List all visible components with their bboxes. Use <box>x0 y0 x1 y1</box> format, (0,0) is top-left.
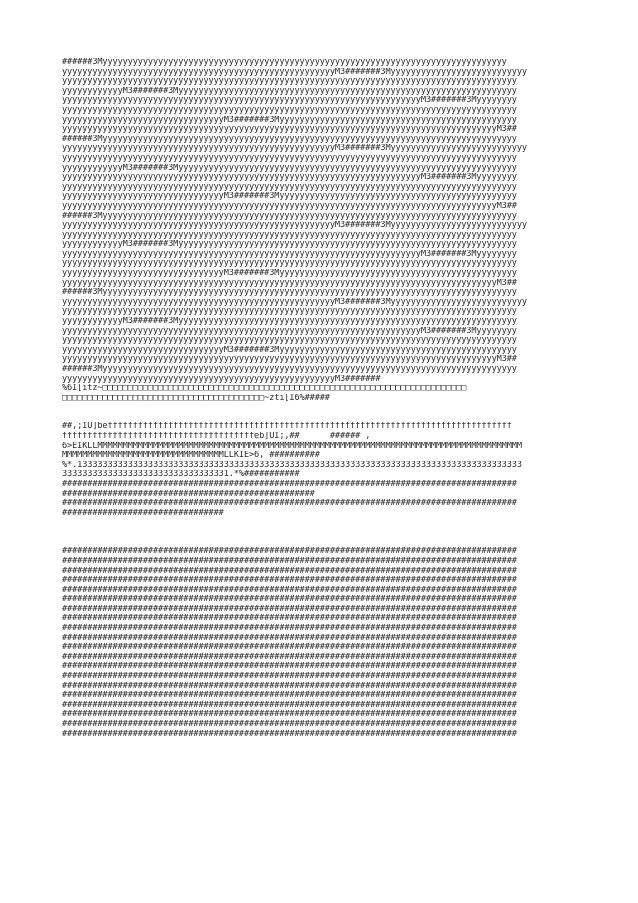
text-line: yyyyyyyyyyyyM3#######3Myyyyyyyyyyyyyyyyyyyyyyyyyyyyyyyyyyyyyyyyyyyyyyyyyyyyyyyyyyyyyyyyyyy <box>62 163 517 173</box>
text-line: ########################################################################################## <box>62 499 517 509</box>
text-line: ########################################################################################## <box>62 720 517 729</box>
text-line: ffffffffffffffffffffffffffffffffffffffeb]UI;,## ###### , <box>62 431 371 441</box>
text-line: yyyyyyyyyyyyyyyyyyyyyyyyyyyyyyyyyyyyyyyyyyyyyyyyyyyyyyM3#######3Myyyyyyyyyyyyyyyyyyyyyyyyyyy <box>62 144 527 154</box>
text-line: %6I[itz~□□□□□□□□□□□□□□□□□□□□□□□□□□□□□□□□□□□□□□□□□□□□□□□□□□□□□□□□□□□□□□□□□□□□□□□□ <box>62 384 467 394</box>
ascii-text-page <box>62 58 582 739</box>
text-line: ########################################################################################## <box>62 614 517 624</box>
text-line: yyyyyyyyyyyyyyyyyyyyyyyyyyyyyyyyyyyyyyyyyyyyyyyyyyyyyyyyyyyyyyyyyyyyyyyM3#######3Myyyyyyyy <box>62 173 517 183</box>
text-line: ########################################################################################## <box>62 479 517 489</box>
text-line: yyyyyyyyyyyyyyyyyyyyyyyyyyyyyyyyyyyyyyyyyyyyyyyyyyyyyyyyyyyyyyyyyyyyyyyyyyyyyyyyyyyyyyM3## <box>62 278 517 288</box>
text-line: ########################################################################################## <box>62 662 517 672</box>
text-line: ######3Myyyyyyyyyyyyyyyyyyyyyyyyyyyyyyyyyyyyyyyyyyyyyyyyyyyyyyyyyyyyyyyyyyyyyyyyyyyyyyyyyy <box>62 365 517 374</box>
text-line: ########################################################################################## <box>62 585 517 595</box>
text-line: yyyyyyyyyyyyyyyyyyyyyyyyyyyyyyyyyyyyyyyyyyyyyyyyyyyyyyM3#######3Myyyyyyyyyyyyyyyyyyyyyyyyyyy <box>62 297 527 307</box>
text-line: ########################################################################################## <box>62 547 517 557</box>
text-line: ########################################################################################## <box>62 652 517 662</box>
ascii-block-middle <box>62 422 582 518</box>
text-line: ########################################################################################## <box>62 643 517 653</box>
text-line: ########################################################################################## <box>62 595 517 605</box>
text-line: ########################################################################################## <box>62 691 517 701</box>
text-line: yyyyyyyyyyyyyyyyyyyyyyyyyyyyyyyyyyyyyyyyyyyyyyyyyyyyyyyyyyyyyyyyyyyyyyyyyyyyyyyyyyyyyyyyyy <box>62 182 517 192</box>
text-line: yyyyyyyyyyyyyyyyyyyyyyyyyyyyyyyyM3#######3Myyyyyyyyyyyyyyyyyyyyyyyyyyyyyyyyyyyyyyyyyyyyyyy <box>62 269 517 279</box>
text-line: yyyyyyyyyyyyyyyyyyyyyyyyyyyyyyyyyyyyyyyyyyyyyyyyyyyyyyM3####### <box>62 374 381 384</box>
text-line: ########################################################################################## <box>62 729 517 739</box>
text-line: yyyyyyyyyyyyyyyyyyyyyyyyyyyyyyyyyyyyyyyyyyyyyyyyyyyyyyyyyyyyyyyyyyyyyyyyyyyyyyyyyyyyyyM3## <box>62 125 517 135</box>
text-line: yyyyyyyyyyyyyyyyyyyyyyyyyyyyyyyyyyyyyyyyyyyyyyyyyyyyyyyyyyyyyyyyyyyyyyyyyyyyyyyyyyyyyyyyyy <box>62 105 517 115</box>
text-line: ######3Myyyyyyyyyyyyyyyyyyyyyyyyyyyyyyyyyyyyyyyyyyyyyyyyyyyyyyyyyyyyyyyyyyyyyyyyyyyyyyyyyy <box>62 211 517 221</box>
text-line: MMMMMMMMMMMMMMMMMMMMMMMMMMMMMMMMLLKIE>6, ########## <box>62 451 320 461</box>
text-line: yyyyyyyyyyyyyyyyyyyyyyyyyyyyyyyyyyyyyyyyyyyyyyyyyyyyyyyyyyyyyyyyyyyyyyyM3#######3Myyyyyyyy <box>62 326 517 336</box>
text-line: yyyyyyyyyyyyyyyyyyyyyyyyyyyyyyyyyyyyyyyyyyyyyyyyyyyyyyyyyyyyyyyyyyyyyyyyyyyyyyyyyyyyyyyyyy <box>62 307 517 317</box>
text-line: ######3Myyyyyyyyyyyyyyyyyyyyyyyyyyyyyyyyyyyyyyyyyyyyyyyyyyyyyyyyyyyyyyyyyyyyyyyyyyyyyyyy <box>62 58 507 67</box>
text-line: 333333333333333333333333333333331.*%########### <box>62 470 300 480</box>
text-line: ########################################################################################## <box>62 633 517 643</box>
ascii-block-top <box>62 58 582 403</box>
text-line: yyyyyyyyyyyyyyyyyyyyyyyyyyyyyyyyM3#######3Myyyyyyyyyyyyyyyyyyyyyyyyyyyyyyyyyyyyyyyyyyyyyyy <box>62 115 517 125</box>
text-line: yyyyyyyyyyyyyyyyyyyyyyyyyyyyyyyyyyyyyyyyyyyyyyyyyyyyyyyyyyyyyyyyyyyyyyyyyyyyyyyyyyyyyyM3## <box>62 355 517 365</box>
text-line: yyyyyyyyyyyyyyyyyyyyyyyyyyyyyyyyyyyyyyyyyyyyyyyyyyyyyyyyyyyyyyyyyyyyyyyyyyyyyyyyyyyyyyyyyy <box>62 230 517 240</box>
text-line: ################################ <box>62 508 224 518</box>
text-line: yyyyyyyyyyyyM3#######3Myyyyyyyyyyyyyyyyyyyyyyyyyyyyyyyyyyyyyyyyyyyyyyyyyyyyyyyyyyyyyyyyyyy <box>62 317 517 327</box>
text-line: ################################################## <box>62 489 315 499</box>
text-line: yyyyyyyyyyyyyyyyyyyyyyyyyyyyyyyyyyyyyyyyyyyyyyyyyyyyyyyyyyyyyyyyyyyyyyyM3#######3Myyyyyyyy <box>62 96 517 106</box>
text-line: ########################################################################################## <box>62 566 517 576</box>
text-line: 6>EIKLLMMMMMMMMMMMMMMMMMMMMMMMMMMMMMMMMMMMMMMMMMMMMMMMMMMMMMMMMMMMMMMMMMMMMMMMMMMMMMMMMMMMM <box>62 441 522 451</box>
text-line: ########################################################################################## <box>62 672 517 682</box>
text-line: yyyyyyyyyyyyyyyyyyyyyyyyyyyyyyyyyyyyyyyyyyyyyyyyyyyyyyyyyyyyyyyyyyyyyyyyyyyyyyyyyyyyyyM3## <box>62 201 517 211</box>
text-line: yyyyyyyyyyyyyyyyyyyyyyyyyyyyyyyyM3#######3Myyyyyyyyyyyyyyyyyyyyyyyyyyyyyyyyyyyyyyyyyyyyyyy <box>62 345 517 355</box>
text-line: yyyyyyyyyyyyyyyyyyyyyyyyyyyyyyyyM3#######3Myyyyyyyyyyyyyyyyyyyyyyyyyyyyyyyyyyyyyyyyyyyyyyy <box>62 192 517 202</box>
text-line: ########################################################################################## <box>62 604 517 614</box>
text-line: yyyyyyyyyyyyyyyyyyyyyyyyyyyyyyyyyyyyyyyyyyyyyyyyyyyyyyyyyyyyyyyyyyyyyyyM3#######3Myyyyyyyy <box>62 249 517 259</box>
text-line: ########################################################################################## <box>62 624 517 634</box>
text-line: yyyyyyyyyyyyyyyyyyyyyyyyyyyyyyyyyyyyyyyyyyyyyyyyyyyyyyM3#######3Myyyyyyyyyyyyyyyyyyyyyyyyyyy <box>62 67 527 77</box>
text-line: yyyyyyyyyyyyyyyyyyyyyyyyyyyyyyyyyyyyyyyyyyyyyyyyyyyyyyyyyyyyyyyyyyyyyyyyyyyyyyyyyyyyyyyyyy <box>62 259 517 269</box>
text-line: ########################################################################################## <box>62 700 517 710</box>
text-line: ########################################################################################## <box>62 576 517 586</box>
text-line: ######3Myyyyyyyyyyyyyyyyyyyyyyyyyyyyyyyyyyyyyyyyyyyyyyyyyyyyyyyyyyyyyyyyyyyyyyyyyyyyyyyyyy <box>62 134 517 144</box>
text-line: ########################################################################################## <box>62 681 517 691</box>
text-line: yyyyyyyyyyyyyyyyyyyyyyyyyyyyyyyyyyyyyyyyyyyyyyyyyyyyyyyyyyyyyyyyyyyyyyyyyyyyyyyyyyyyyyyyyy <box>62 336 517 346</box>
text-line: yyyyyyyyyyyyM3#######3Myyyyyyyyyyyyyyyyyyyyyyyyyyyyyyyyyyyyyyyyyyyyyyyyyyyyyyyyyyyyyyyyyyy <box>62 86 517 96</box>
ascii-block-bottom <box>62 547 582 739</box>
text-line: yyyyyyyyyyyyyyyyyyyyyyyyyyyyyyyyyyyyyyyyyyyyyyyyyyyyyyM3#######3Myyyyyyyyyyyyyyyyyyyyyyyyyyy <box>62 221 527 231</box>
text-line: ######3Myyyyyyyyyyyyyyyyyyyyyyyyyyyyyyyyyyyyyyyyyyyyyyyyyyyyyyyyyyyyyyyyyyyyyyyyyyyyyyyyyy <box>62 288 517 298</box>
text-line: yyyyyyyyyyyyyyyyyyyyyyyyyyyyyyyyyyyyyyyyyyyyyyyyyyyyyyyyyyyyyyyyyyyyyyyyyyyyyyyyyyyyyyyyyy <box>62 77 517 87</box>
text-line: ########################################################################################## <box>62 556 517 566</box>
text-line: □□□□□□□□□□□□□□□□□□□□□□□□□□□□□□□□□□□□□□□□~zti[I6%##### <box>62 393 330 403</box>
text-line: yyyyyyyyyyyyM3#######3Myyyyyyyyyyyyyyyyyyyyyyyyyyyyyyyyyyyyyyyyyyyyyyyyyyyyyyyyyyyyyyyyyyy <box>62 240 517 250</box>
text-line: %*.1333333333333333333333333333333333333333333333333333333333333333333333333333333333333333 <box>62 460 522 470</box>
text-line: yyyyyyyyyyyyyyyyyyyyyyyyyyyyyyyyyyyyyyyyyyyyyyyyyyyyyyyyyyyyyyyyyyyyyyyyyyyyyyyyyyyyyyyyyy <box>62 153 517 163</box>
text-line: ##,;IU]beffffffffffffffffffffffffffffffffffffffffffffffffffffffffffffffffffffffffffffffff <box>62 422 512 432</box>
text-line: ########################################################################################## <box>62 710 517 720</box>
